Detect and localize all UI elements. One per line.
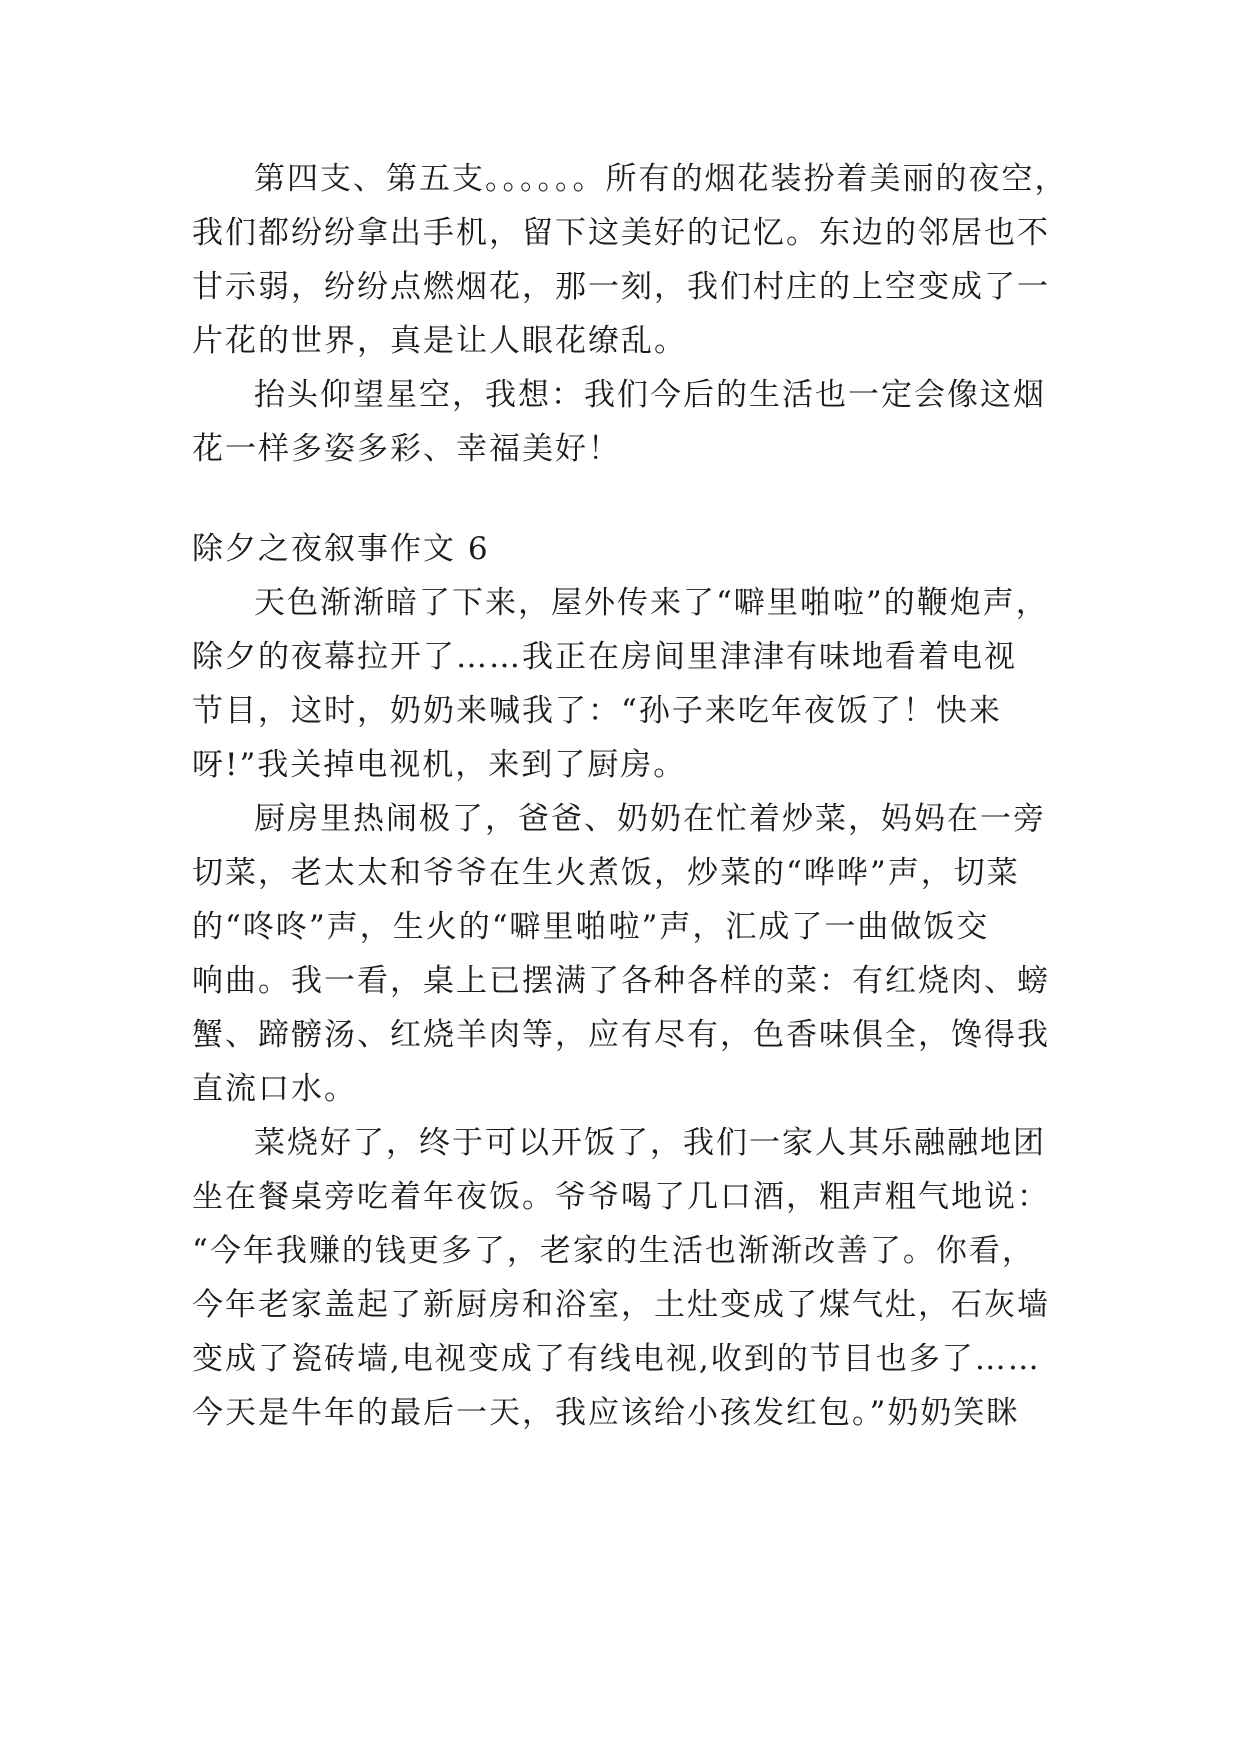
text-line: 甘示弱，纷纷点燃烟花，那一刻，我们村庄的上空变成了一 bbox=[192, 269, 1050, 305]
text-line: 坐在餐桌旁吃着年夜饭。爷爷喝了几口酒，粗声粗气地说： bbox=[192, 1179, 1050, 1215]
paragraph-kitchen bbox=[192, 792, 1072, 1116]
text-line: 我们都纷纷拿出手机，留下这美好的记忆。东边的邻居也不 bbox=[192, 215, 1050, 251]
text-line: “今年我赚的钱更多了，老家的生活也渐渐改善了。你看， bbox=[192, 1233, 1035, 1269]
paragraph-stargazing bbox=[192, 368, 1072, 476]
text-line: 今天是牛年的最后一天，我应该给小孩发红包。”奶奶笑眯 bbox=[192, 1395, 1020, 1431]
text-line: 今年老家盖起了新厨房和浴室，土灶变成了煤气灶，石灰墙 bbox=[192, 1287, 1050, 1323]
text-line: 菜烧好了，终于可以开饭了，我们一家人其乐融融地团 bbox=[254, 1125, 1046, 1161]
text-line: 片花的世界，真是让人眼花缭乱。 bbox=[192, 323, 687, 359]
section-title: 除夕之夜叙事作文 6 bbox=[192, 531, 490, 567]
text-line: 除夕的夜幕拉开了……我正在房间里津津有味地看着电视 bbox=[192, 639, 1017, 675]
text-line: 直流口水。 bbox=[192, 1071, 357, 1107]
text-line: 第四支、第五支。。。。。。所有的烟花装扮着美丽的夜空， bbox=[254, 161, 1068, 197]
paragraph-dinner bbox=[192, 1116, 1072, 1440]
text-line: 花一样多姿多彩、幸福美好！ bbox=[192, 431, 621, 467]
text-line: 变成了瓷砖墙,电视变成了有线电视,收到的节目也多了…… bbox=[192, 1341, 1041, 1377]
text-line: 天色渐渐暗了下来，屋外传来了“噼里啪啦”的鞭炮声， bbox=[254, 585, 1049, 621]
text-line: 的“咚咚”声，生火的“噼里啪啦”声，汇成了一曲做饭交 bbox=[192, 909, 990, 945]
text-line: 响曲。我一看，桌上已摆满了各种各样的菜：有红烧肉、螃 bbox=[192, 963, 1050, 999]
paragraph-opening bbox=[192, 576, 1072, 792]
paragraph-fireworks bbox=[192, 152, 1072, 368]
document-body bbox=[192, 152, 1072, 1440]
text-line: 蟹、蹄髈汤、红烧羊肉等，应有尽有，色香味俱全，馋得我 bbox=[192, 1017, 1050, 1053]
text-line: 切菜，老太太和爷爷在生火煮饭，炒菜的“哗哗”声，切菜 bbox=[192, 855, 1020, 891]
text-line: 厨房里热闹极了，爸爸、奶奶在忙着炒菜，妈妈在一旁 bbox=[254, 801, 1046, 837]
text-line: 节目，这时，奶奶来喊我了：“孙子来吃年夜饭了！快来 bbox=[192, 693, 1002, 729]
text-line: 呀!”我关掉电视机，来到了厨房。 bbox=[192, 747, 687, 783]
text-line: 抬头仰望星空，我想：我们今后的生活也一定会像这烟 bbox=[254, 377, 1046, 413]
